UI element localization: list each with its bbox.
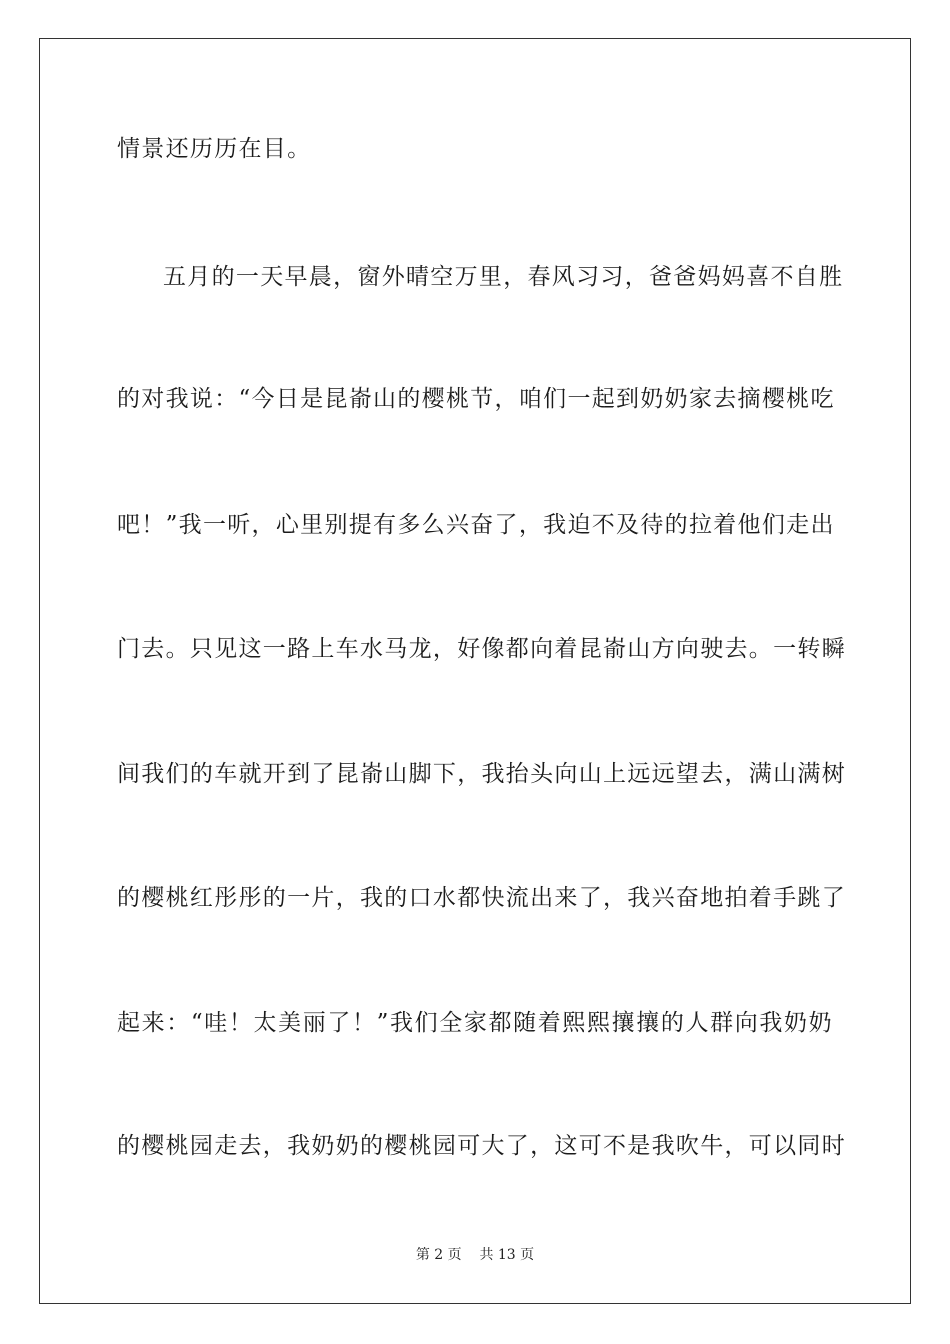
page-number: 第 2 页 — [415, 1247, 462, 1263]
page-total: 共 13 页 — [479, 1247, 535, 1263]
text-line-6: 间我们的车就开到了昆嵛山脚下，我抬头向山上远远望去，满山满树 — [117, 761, 846, 787]
page-footer — [0, 1246, 950, 1264]
text-line-4: 吧！”我一听，心里别提有多么兴奋了，我迫不及待的拉着他们走出 — [117, 512, 835, 538]
text-line-8: 起来：“哇！太美丽了！”我们全家都随着熙熙攘攘的人群向我奶奶 — [117, 1010, 833, 1036]
text-line-9: 的樱桃园走去，我奶奶的樱桃园可大了，这可不是我吹牛，可以同时 — [117, 1133, 846, 1159]
text-line-5: 门去。只见这一路上车水马龙，好像都向着昆嵛山方向驶去。一转瞬 — [117, 636, 846, 662]
text-line-1: 情景还历历在目。 — [117, 136, 312, 162]
page-border — [39, 38, 911, 1304]
text-line-7: 的樱桃红彤彤的一片，我的口水都快流出来了，我兴奋地拍着手跳了 — [117, 885, 846, 911]
text-line-3: 的对我说：“今日是昆嵛山的樱桃节，咱们一起到奶奶家去摘樱桃吃 — [117, 386, 835, 412]
text-line-2: 五月的一天早晨，窗外晴空万里，春风习习，爸爸妈妈喜不自胜 — [163, 264, 844, 290]
